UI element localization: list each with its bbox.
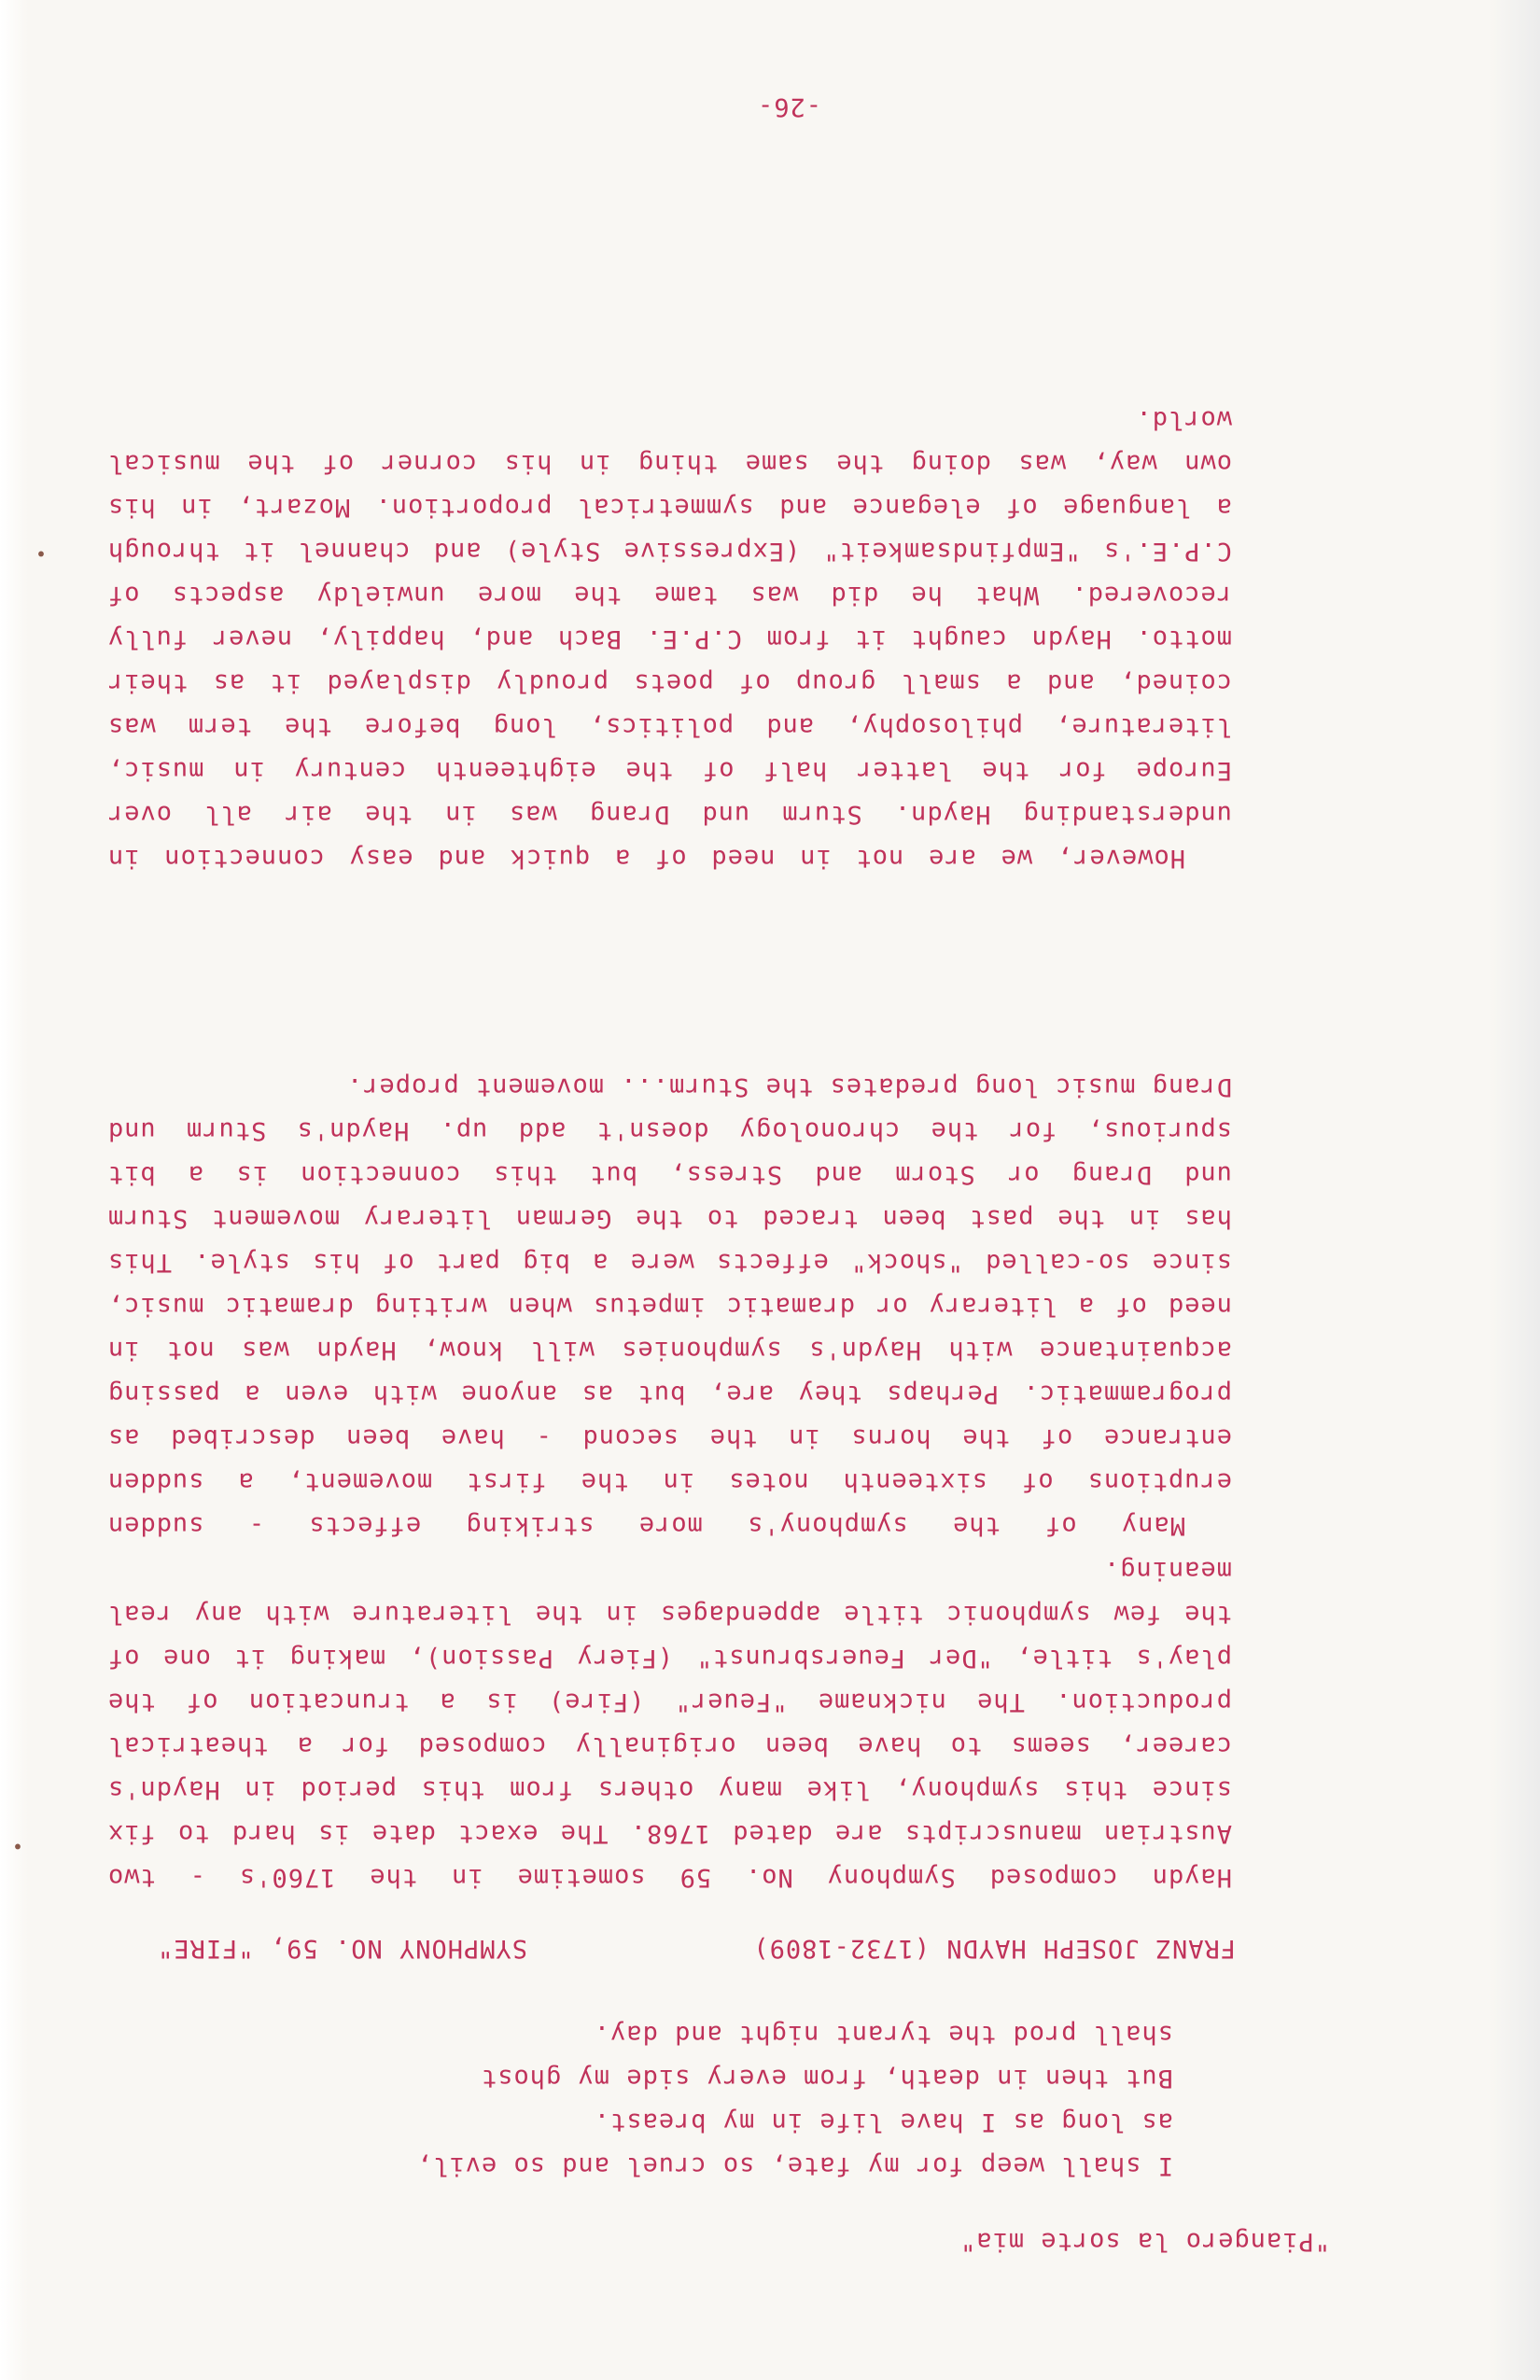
paragraph-line: und Drang or Storm and Stress, but this connection is a bit <box>107 1160 1232 1189</box>
paragraph-line: play's title, "Der Feuersbrunst" (Fiery Passion), making it one of <box>107 1644 1232 1673</box>
paragraph-line: motto. Haydn caught it from C.P.E. Bach and, happily, never fully <box>107 624 1232 653</box>
paragraph-line: coined, and a small group of poets proudly displayed it as their <box>107 668 1232 697</box>
scan-mark: • <box>34 542 47 565</box>
paragraph-line: recovered. What he did was tame the more unwieldy aspects of <box>107 581 1232 609</box>
paragraph-line: meaning. <box>1102 1556 1232 1585</box>
paragraph-line: Many of the symphony's more striking effects - sudden <box>107 1511 1185 1540</box>
paragraph-line: programmatic. Perhaps they are, but as anyone with even a passing <box>107 1379 1232 1408</box>
composer-heading: FRANZ JOSEPH HAYDN (1732-1809) <box>752 1934 1236 1963</box>
paragraph-line: understanding Haydn. Sturm und Drang was in the air all over <box>107 800 1232 829</box>
paragraph-line: own way, was doing the same thing in his corner of the musical <box>107 449 1232 478</box>
scan-mark: • <box>10 1835 23 1857</box>
page-number: -26- <box>756 92 821 121</box>
paragraph-line: Austrian manuscripts are dated 1768. The exact date is hard to fix <box>107 1819 1232 1848</box>
paragraph-line: literature, philosophy, and politics, long before the term was <box>107 712 1232 741</box>
poem-title: "Piangero la sorte mia" <box>959 2227 1330 2256</box>
paragraph-line: world. <box>1135 405 1232 434</box>
paragraph-line: spurious, for the chronology doesn't add up. Haydn's Sturm und <box>107 1116 1232 1145</box>
page-edge-right <box>0 0 28 2380</box>
paragraph-line: has in the past been traced to the German literary movement Sturm <box>107 1204 1232 1233</box>
poem-line: as long as I have life in my breast. <box>593 2107 1173 2136</box>
paragraph-line: production. The nickname "Feuer" (Fire) is a truncation of the <box>107 1687 1232 1716</box>
paragraph-line: need of a literary or dramatic impetus when writing dramatic music, <box>107 1292 1232 1321</box>
paragraph-line: Drang music long predates the Sturm... movement proper. <box>345 1072 1232 1101</box>
paragraph-line: the few symphonic title appendages in the literature with any real <box>107 1600 1232 1629</box>
paragraph-line: Europe for the latter half of the eighteenth century in music, <box>107 756 1232 785</box>
paragraph-line: eruptions of sixteenth notes in the first movement, a sudden <box>107 1467 1232 1496</box>
poem-line: shall prod the tyrant night and day. <box>593 2020 1173 2049</box>
paragraph-line: entrance of the horns in the second - have been described as <box>107 1423 1232 1452</box>
paragraph-line: since this symphony, like many others from this period in Haydn's <box>107 1775 1232 1804</box>
paragraph-line: Haydn composed Symphony No. 59 sometime in the 1760's - two <box>107 1863 1232 1892</box>
poem-line: But then in death, from every side my ghost <box>481 2064 1173 2093</box>
paragraph-line: C.P.E.'s "Empfindsamkeit" (Expressive Style) and channel it through <box>107 537 1232 566</box>
paragraph-line: since so-called "shock" effects were a big part of his style. This <box>107 1248 1232 1277</box>
poem-line: I shall weep for my fate, so cruel and so evil, <box>415 2151 1173 2180</box>
paragraph-line: a language of elegance and symmetrical proportion. Mozart, in his <box>107 493 1232 522</box>
paragraph-line: However, we are not in need of a quick and easy connection in <box>107 844 1185 873</box>
paragraph-line: acquaintance with Haydn's symphonies will know, Haydn was not in <box>107 1336 1232 1365</box>
work-heading: SYMPHONY NO. 59, "FIRE" <box>157 1934 527 1963</box>
page-edge-shadow <box>1489 0 1540 2380</box>
paragraph-line: career, seems to have been originally composed for a theatrical <box>107 1731 1232 1760</box>
